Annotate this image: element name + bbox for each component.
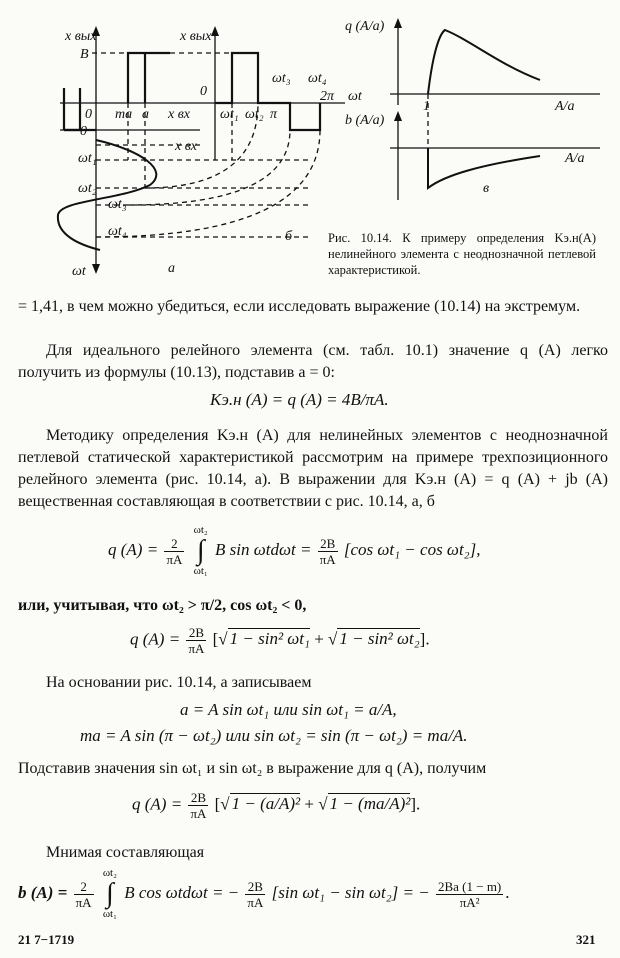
paragraph-1: = 1,41, в чем можно убедиться, если исследовать выражение (10.14) на экстремум.: [18, 298, 581, 315]
equation-4: a = A sin ωt₁ или sin ωt₁ = a/A,: [180, 700, 397, 719]
xout-label-1: x вых: [65, 29, 97, 44]
curve-wt3: ωt₃: [108, 197, 127, 212]
signature-mark: 21 7−1719: [18, 932, 75, 947]
xin-label-1: x вх: [168, 107, 191, 122]
page-number: 321: [576, 932, 596, 947]
paragraph-5: На основании рис. 10.14, а записываем: [46, 674, 312, 691]
wt-left-label: ωt: [72, 264, 86, 279]
eq6-frac: $\frac{2B}{\pi A}$: [190, 790, 207, 821]
paragraph-6: Подставив значения sin ωt₁ и sin ωt₂ в выражение для q (A), получим: [18, 760, 487, 777]
ma-label: ma: [115, 107, 133, 122]
xout-label-2: x вых: [180, 29, 212, 44]
equation-2: [108, 525, 480, 577]
ba-axis-label: b (A/a): [345, 113, 385, 128]
equation-3: q (A) = $\frac{2B}{\pi A}$ [√ 1 − sin² ωt₁ + √ 1 − sin² ωt₂].: [130, 625, 430, 656]
zero-label-3: 0: [200, 84, 207, 99]
eq2-integral: ωt₂ ∫ ωt₁: [193, 524, 208, 577]
equation-6: q (A) = $\frac{2B}{\pi A}$ [√ 1 − (a/A)² + √ 1 − (ma/A)²].: [132, 790, 421, 821]
eq7-frac2: $\frac{2B}{\pi A}$: [247, 878, 264, 910]
fig-b-label: б: [285, 229, 293, 244]
fig-v-label: в: [483, 181, 490, 196]
aa-label-1: A/a: [555, 99, 575, 114]
eq2-left: q (A) =: [108, 539, 159, 559]
b-label: B: [80, 47, 89, 62]
equation-1: Kэ.н (A) = q (A) = 4B/πA.: [210, 390, 389, 409]
eq3-frac: $\frac{2B}{\pi A}$: [188, 625, 205, 656]
curve-wt2: ωt₂: [78, 181, 97, 196]
equation-7: b (A) = $\frac{2}{\pi A}$ ωt₂ ∫ ωt₁ B cos ωtdωt = − $\frac{2B}{\pi A}$ [sin ωt₁ − sin ωt₂] = − $\frac{2Ba (1 - m)}{\text{πA²}}$ .: [18, 867, 510, 920]
wt-axis-label: ωt: [348, 89, 362, 104]
eq2-frac2: $\frac{2B}{\pi A}$: [319, 535, 336, 567]
wt4-label: ωt₄: [308, 71, 327, 86]
zero-label-1: 0: [85, 107, 92, 122]
wt1-label: ωt₁: [220, 107, 239, 122]
curve-wt1: ωt₁: [78, 151, 97, 166]
fig-a-label: а: [168, 261, 175, 276]
one-label: 1: [423, 99, 430, 114]
qa-axis-label: q (A/a): [345, 19, 385, 34]
paragraph-3: Методику определения Kэ.н (A) для нелинейных элементов с неоднозначной петлевой статической характеристикой рассмотрим на примере трехпозиционного релейного элемента (рис. 10.14, а). В выражении для Kэ.н (A) = q (A) + jb (A) вещественная составляющая в соответствии с рис. 10.14, а, б: [18, 427, 608, 510]
eq2-right: [cos ωt₁ − cos ωt₂],: [343, 539, 481, 559]
wt3-label: ωt₃: [272, 71, 291, 86]
paragraph-2: Для идеального релейного элемента (см. табл. 10.1) значение q (A) легко получить из формулы (10.13), подставив a = 0:: [18, 342, 608, 381]
pi-label: π: [270, 107, 278, 122]
eq7-frac3: $\frac{2Ba (1 - m)}{\text{πA²}}$: [437, 878, 502, 910]
eq7-integral: ωt₂ ∫ ωt₁: [102, 867, 117, 920]
zero-label-2: 0: [80, 124, 87, 139]
wt2-label: ωt₂: [245, 107, 264, 122]
a-label: a: [142, 107, 149, 122]
curve-wt4: ωt₄: [108, 224, 127, 239]
paragraph-4: или, учитывая, что ωt₂ > π/2, cos ωt₂ < 0,: [18, 597, 307, 614]
paragraph-7: Мнимая составляющая: [46, 844, 205, 861]
xin-label-2: x вх: [175, 139, 198, 154]
twopi-label: 2π: [320, 89, 335, 104]
figure-caption: Рис. 10.14. К примеру определения Kэ.н(A) нелинейного элемента с неоднозначной петлевой характеристикой.: [328, 231, 596, 277]
eq2-frac1: $\frac{2}{\pi A}$: [166, 535, 183, 567]
aa-label-2: A/a: [565, 151, 585, 166]
eq2-mid: B sin ωtdωt =: [215, 539, 312, 559]
equation-5: ma = A sin (π − ωt₂) или sin ωt₂ = sin (π − ωt₂) = ma/A.: [80, 726, 468, 745]
eq7-frac1: $\frac{2}{\pi A}$: [75, 878, 92, 910]
